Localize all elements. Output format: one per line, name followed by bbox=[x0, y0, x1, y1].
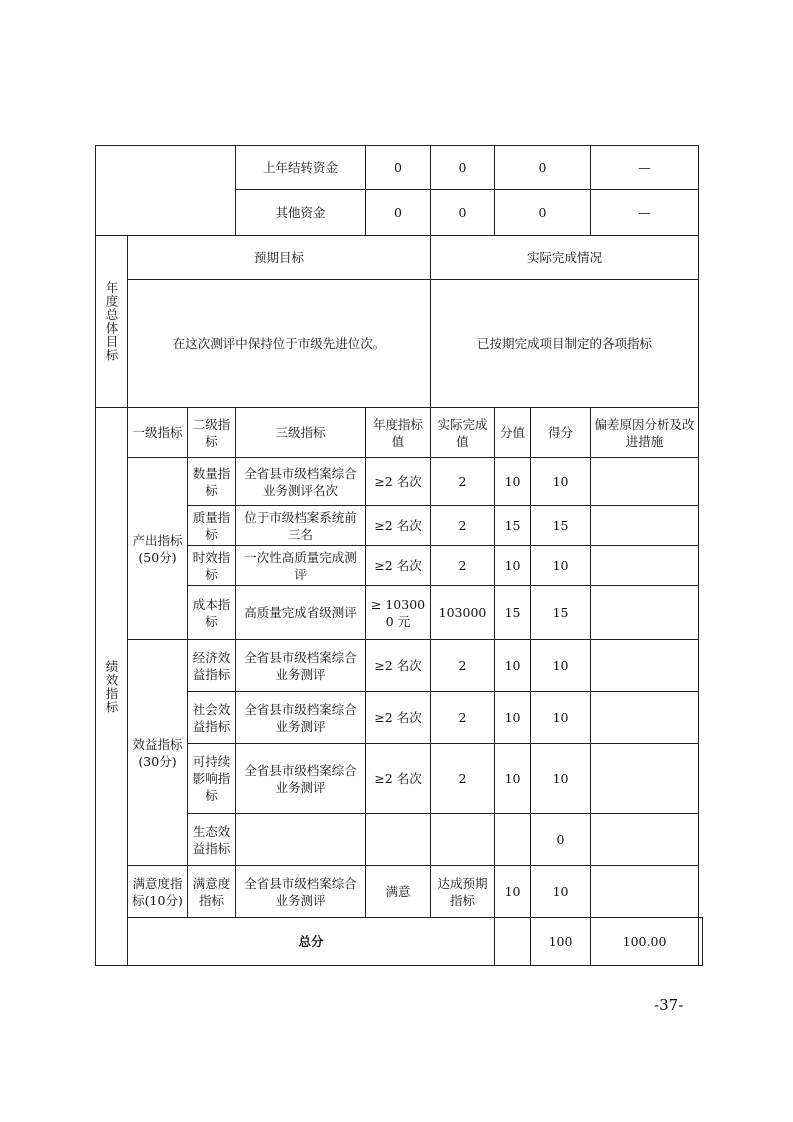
actual-cell: 2 bbox=[431, 546, 495, 586]
level3-cell bbox=[236, 814, 366, 866]
target-cell: ≥2 名次 bbox=[366, 692, 431, 744]
note-cell bbox=[591, 744, 699, 814]
other-value: 0 bbox=[366, 190, 431, 236]
level2-cell: 时效指标 bbox=[188, 546, 236, 586]
actual-cell: 2 bbox=[431, 640, 495, 692]
carryover-label: 上年结转资金 bbox=[236, 146, 366, 190]
note-cell bbox=[591, 866, 699, 918]
target-cell bbox=[366, 814, 431, 866]
level1-output: 产出指标(50分) bbox=[128, 458, 188, 640]
header-level1: 一级指标 bbox=[128, 408, 188, 458]
total-note-blank bbox=[699, 918, 703, 966]
score-cell: 0 bbox=[531, 814, 591, 866]
level3-cell: 位于市级档案系统前三名 bbox=[236, 506, 366, 546]
performance-table bbox=[95, 145, 703, 966]
header-score: 得分 bbox=[531, 408, 591, 458]
note-cell bbox=[591, 586, 699, 640]
score-cell: 10 bbox=[531, 458, 591, 506]
actual-cell: 2 bbox=[431, 692, 495, 744]
total-label: 总分 bbox=[128, 918, 495, 966]
score-cell: 10 bbox=[531, 866, 591, 918]
other-value: 0 bbox=[495, 190, 591, 236]
target-cell: 满意 bbox=[366, 866, 431, 918]
actual-cell: 2 bbox=[431, 506, 495, 546]
level2-cell: 满意度指标 bbox=[188, 866, 236, 918]
carryover-value: 0 bbox=[495, 146, 591, 190]
header-deviation: 偏差原因分析及改进措施 bbox=[591, 408, 699, 458]
performance-header-row bbox=[96, 408, 703, 458]
expected-goal-header: 预期目标 bbox=[128, 236, 431, 280]
level2-cell: 成本指标 bbox=[188, 586, 236, 640]
table-row bbox=[96, 546, 703, 586]
actual-cell: 2 bbox=[431, 744, 495, 814]
actual-completion-header: 实际完成情况 bbox=[431, 236, 699, 280]
table-row bbox=[96, 866, 703, 918]
target-cell: ≥2 名次 bbox=[366, 546, 431, 586]
target-cell: ≥2 名次 bbox=[366, 640, 431, 692]
actual-cell: 2 bbox=[431, 458, 495, 506]
score-cell: 15 bbox=[531, 586, 591, 640]
level2-cell: 数量指标 bbox=[188, 458, 236, 506]
score-cell: 15 bbox=[531, 506, 591, 546]
actual-completion-text: 已按期完成项目制定的各项指标 bbox=[431, 280, 699, 408]
actual-cell: 103000 bbox=[431, 586, 495, 640]
score-cell: 10 bbox=[531, 640, 591, 692]
table-row bbox=[96, 458, 703, 506]
funding-row-carryover bbox=[96, 146, 703, 190]
expected-goal-text: 在这次测评中保持位于市级先进位次。 bbox=[128, 280, 431, 408]
target-cell: ≥2 名次 bbox=[366, 506, 431, 546]
level3-cell: 全省县市级档案综合业务测评 bbox=[236, 744, 366, 814]
note-cell bbox=[591, 506, 699, 546]
header-target: 年度指标值 bbox=[366, 408, 431, 458]
annual-goal-label: 年度总体目标 bbox=[96, 236, 128, 408]
carryover-value: — bbox=[591, 146, 699, 190]
annual-goal-header-row bbox=[96, 236, 703, 280]
page-number: -37- bbox=[654, 996, 684, 1014]
level2-cell: 可持续影响指标 bbox=[188, 744, 236, 814]
target-cell: ≥ 103000 元 bbox=[366, 586, 431, 640]
other-value: 0 bbox=[431, 190, 495, 236]
level3-cell: 高质量完成省级测评 bbox=[236, 586, 366, 640]
total-score: 100.00 bbox=[591, 918, 699, 966]
funding-blank-cell bbox=[96, 146, 236, 236]
weight-cell: 10 bbox=[495, 546, 531, 586]
carryover-value: 0 bbox=[366, 146, 431, 190]
weight-cell: 10 bbox=[495, 744, 531, 814]
level2-cell: 生态效益指标 bbox=[188, 814, 236, 866]
weight-cell: 15 bbox=[495, 506, 531, 546]
carryover-value: 0 bbox=[431, 146, 495, 190]
level3-cell: 全省县市级档案综合业务测评 bbox=[236, 866, 366, 918]
total-row bbox=[96, 918, 703, 966]
table-row bbox=[96, 506, 703, 546]
target-cell: ≥2 名次 bbox=[366, 458, 431, 506]
note-cell bbox=[591, 640, 699, 692]
weight-cell: 10 bbox=[495, 458, 531, 506]
header-weight: 分值 bbox=[495, 408, 531, 458]
note-cell bbox=[591, 814, 699, 866]
weight-cell: 10 bbox=[495, 640, 531, 692]
table-row bbox=[96, 586, 703, 640]
total-actual-blank bbox=[495, 918, 531, 966]
note-cell bbox=[591, 546, 699, 586]
level3-cell: 全省县市级档案综合业务测评名次 bbox=[236, 458, 366, 506]
actual-cell: 达成预期指标 bbox=[431, 866, 495, 918]
target-cell: ≥2 名次 bbox=[366, 744, 431, 814]
annual-goal-content-row bbox=[96, 280, 703, 408]
weight-cell: 15 bbox=[495, 586, 531, 640]
note-cell bbox=[591, 458, 699, 506]
weight-cell: 10 bbox=[495, 866, 531, 918]
weight-cell bbox=[495, 814, 531, 866]
score-cell: 10 bbox=[531, 546, 591, 586]
performance-section-label: 绩效指标 bbox=[96, 408, 128, 966]
actual-cell bbox=[431, 814, 495, 866]
note-cell bbox=[591, 692, 699, 744]
score-cell: 10 bbox=[531, 744, 591, 814]
level3-cell: 全省县市级档案综合业务测评 bbox=[236, 692, 366, 744]
header-actual: 实际完成值 bbox=[431, 408, 495, 458]
level1-satisfaction: 满意度指标(10分) bbox=[128, 866, 188, 918]
level2-cell: 质量指标 bbox=[188, 506, 236, 546]
header-level3: 三级指标 bbox=[236, 408, 366, 458]
level2-cell: 经济效益指标 bbox=[188, 640, 236, 692]
weight-cell: 10 bbox=[495, 692, 531, 744]
table-row bbox=[96, 744, 703, 814]
table-row bbox=[96, 640, 703, 692]
other-value: — bbox=[591, 190, 699, 236]
score-cell: 10 bbox=[531, 692, 591, 744]
other-label: 其他资金 bbox=[236, 190, 366, 236]
level3-cell: 全省县市级档案综合业务测评 bbox=[236, 640, 366, 692]
level1-benefit: 效益指标(30分) bbox=[128, 640, 188, 866]
table-row bbox=[96, 814, 703, 866]
header-level2: 二级指标 bbox=[188, 408, 236, 458]
table-row bbox=[96, 692, 703, 744]
total-weight: 100 bbox=[531, 918, 591, 966]
level2-cell: 社会效益指标 bbox=[188, 692, 236, 744]
level3-cell: 一次性高质量完成测评 bbox=[236, 546, 366, 586]
